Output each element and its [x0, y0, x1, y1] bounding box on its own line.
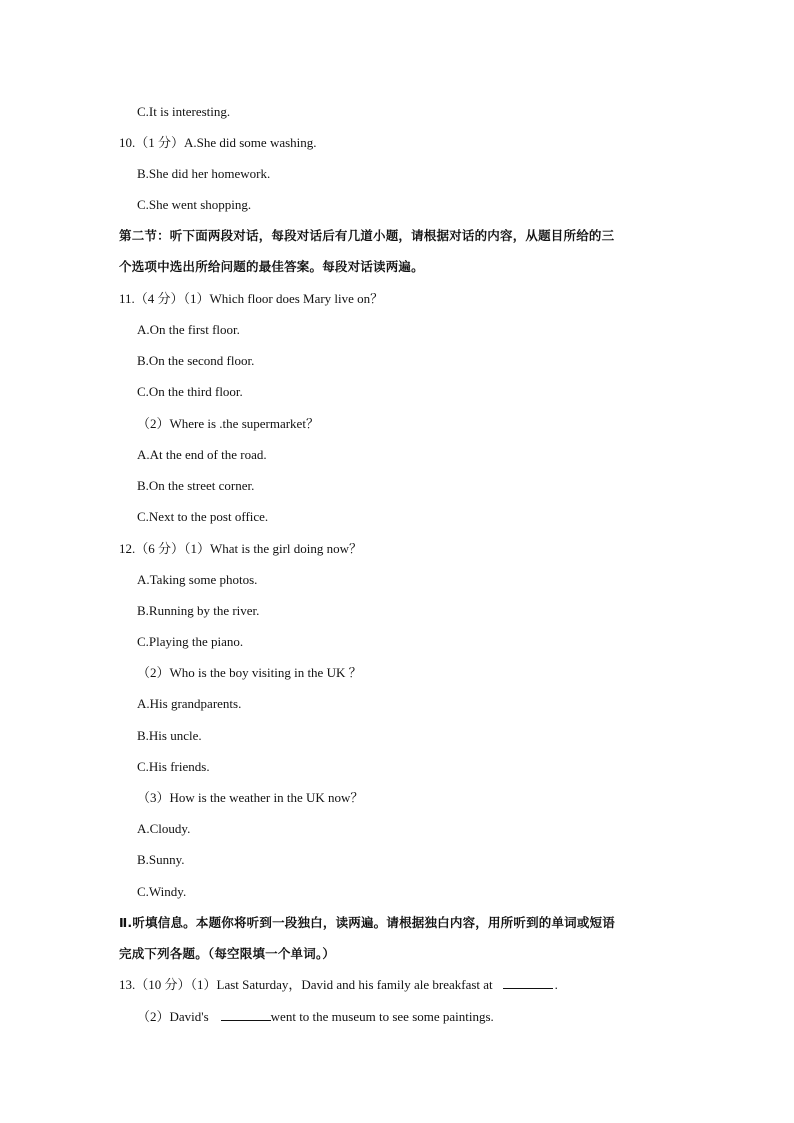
section2-instruction-line2: 个选项中选出所给问题的最佳答案。每段对话读两遍。 [119, 259, 424, 274]
part2-instruction-line1: Ⅱ.听填信息。本题你将听到一段独白，读两遍。请根据独白内容，用所听到的单词或短语 [119, 915, 615, 930]
q12-stem: 12.（6 分）（1）What is the girl doing now？ [119, 541, 363, 556]
q12-3-stem: （3）How is the weather in the UK now？ [137, 790, 364, 805]
part2-instruction-line2: 完成下列各题。（每空限填一个单词。） [119, 946, 336, 961]
q12-2-option-a: A.His grandparents. [137, 696, 242, 711]
section2-instruction-line1: 第二节：听下面两段对话，每段对话后有几道小题，请根据对话的内容，从题目所给的三 [119, 228, 615, 243]
q10-option-c: C.She went shopping. [137, 197, 252, 212]
q11-stem: 11.（4 分）（1）Which floor does Mary live on？ [119, 291, 384, 306]
q12-3-option-a: A.Cloudy. [137, 821, 191, 836]
q12-1-option-b: B.Running by the river. [137, 603, 260, 618]
q11-1-option-c: C.On the third floor. [137, 384, 243, 399]
q13-2-text-start: （2）David's [137, 1009, 209, 1024]
q12-2-option-b: B.His uncle. [137, 728, 202, 743]
q13-2-line [137, 1008, 494, 1026]
q12-2-option-c: C.His friends. [137, 759, 210, 774]
q9-option-c: C.It is interesting. [137, 104, 231, 119]
q11-1-option-b: B.On the second floor. [137, 353, 255, 368]
q13-2-answer-blank[interactable] [221, 1008, 271, 1021]
q11-2-stem: （2）Where is .the supermarket？ [137, 416, 319, 431]
q10-option-b: B.She did her homework. [137, 166, 271, 181]
q12-3-option-c: C.Windy. [137, 884, 187, 899]
q13-1-text: 13.（10 分）（1）Last Saturday，David and his family ale breakfast at [119, 977, 493, 992]
q12-3-option-b: B.Sunny. [137, 852, 185, 867]
q11-2-option-a: A.At the end of the road. [137, 447, 267, 462]
q11-1-option-a: A.On the first floor. [137, 322, 240, 337]
q13-1-line [119, 976, 558, 994]
q12-2-stem: （2）Who is the boy visiting in the UK ？ [137, 665, 362, 680]
q13-1-period: . [554, 977, 558, 992]
q11-2-option-b: B.On the street corner. [137, 478, 255, 493]
q10-stem-option-a: 10.（1 分）A.She did some washing. [119, 135, 317, 150]
q11-2-option-c: C.Next to the post office. [137, 509, 269, 524]
q12-1-option-a: A.Taking some photos. [137, 572, 258, 587]
q12-1-option-c: C.Playing the piano. [137, 634, 244, 649]
q13-1-answer-blank[interactable] [503, 976, 553, 989]
q13-2-text-end: went to the museum to see some paintings. [270, 1009, 494, 1024]
